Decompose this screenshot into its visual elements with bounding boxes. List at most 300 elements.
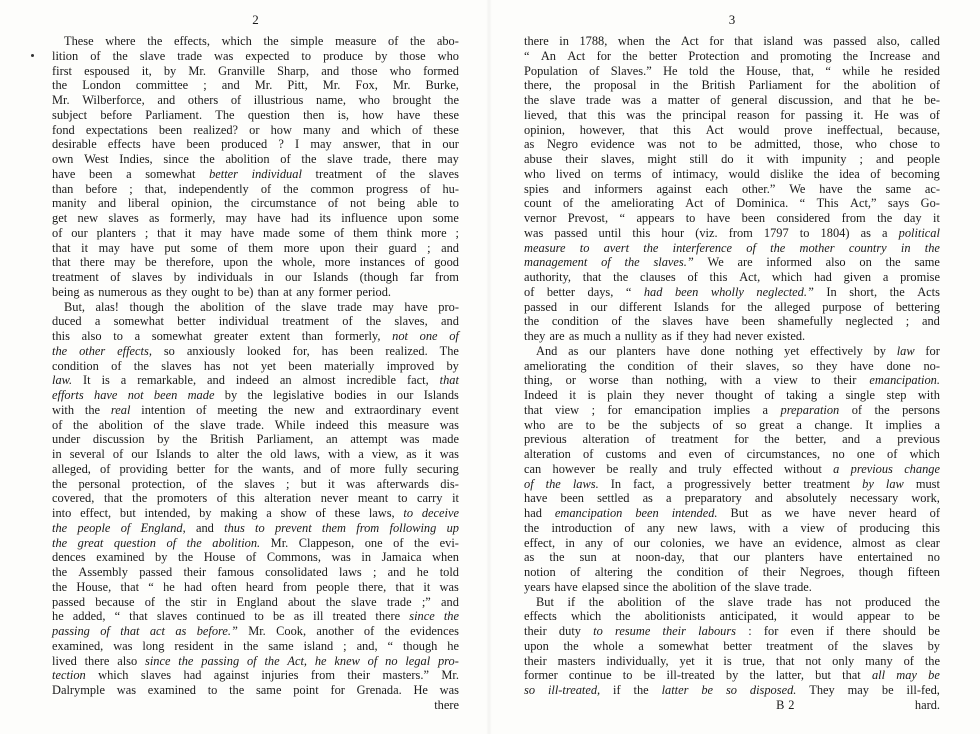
word: the (229, 683, 245, 697)
word: “ (387, 638, 393, 653)
word: have (94, 388, 118, 402)
word: of (737, 565, 749, 579)
word: though (858, 565, 894, 579)
word: ill (313, 609, 324, 624)
word: who (855, 137, 877, 152)
word: trade, (363, 152, 392, 166)
word: be (881, 683, 894, 697)
word: been (635, 506, 659, 520)
word: we (784, 506, 800, 520)
word: slaves (161, 358, 192, 373)
word: about (288, 594, 316, 609)
word: laws (339, 565, 362, 579)
word: ill-treated (666, 668, 715, 683)
word: slave (754, 579, 780, 594)
word: slaves (428, 166, 459, 181)
word: progress (365, 181, 408, 196)
word: and (843, 93, 862, 107)
word: ; (286, 476, 290, 491)
word: and (157, 93, 176, 107)
word: he (901, 93, 914, 107)
word: dences (52, 550, 86, 565)
word: general (731, 93, 768, 107)
word: for (780, 107, 795, 122)
word: somewhat (113, 314, 164, 329)
word: ; (343, 638, 347, 653)
word: realized? (193, 122, 239, 137)
word: the (237, 461, 253, 476)
word: one (419, 329, 438, 343)
word: that (103, 491, 123, 506)
word: of (624, 520, 635, 535)
word: plain (607, 388, 632, 402)
word: abolition (672, 579, 717, 594)
word: may (310, 137, 332, 152)
word: has (321, 343, 339, 358)
word: better (209, 166, 238, 181)
word: It (83, 373, 91, 388)
word: of (836, 520, 848, 535)
word: it (705, 653, 713, 668)
word: tection (52, 668, 86, 683)
word: that (52, 240, 71, 255)
word: He (874, 107, 889, 122)
word: until (598, 225, 622, 240)
word: the (588, 594, 604, 609)
word: the (182, 432, 198, 447)
word: existed. (766, 329, 806, 343)
word: Parliament, (256, 432, 314, 447)
right-page-line (524, 521, 940, 536)
right-page-line (524, 447, 940, 462)
word: Islands (313, 270, 349, 284)
word: taking (786, 388, 818, 402)
word: matter (667, 93, 700, 107)
word: Jamaica (381, 550, 422, 565)
word: to (255, 520, 265, 535)
word: condition (52, 358, 99, 373)
word: trade (177, 48, 202, 63)
word: the (624, 255, 640, 270)
word: alleged (774, 299, 811, 314)
word: truly (698, 461, 722, 476)
word: the (545, 476, 561, 491)
word: chose (889, 137, 918, 152)
word: Dalrymple (52, 683, 105, 697)
word: “ (524, 48, 530, 63)
right-page-line (524, 329, 940, 344)
word: he (447, 638, 459, 653)
word: their (347, 668, 371, 683)
word: for (720, 299, 736, 314)
word: can (524, 461, 542, 476)
word: before.” (196, 624, 238, 638)
word: 1797 (763, 225, 789, 240)
word: somewhat (658, 638, 709, 653)
word: following (389, 520, 437, 535)
word: better (648, 48, 678, 63)
word: fond (52, 122, 75, 137)
word: appears (636, 211, 675, 225)
word: subjects (659, 417, 700, 432)
word: promoters (156, 491, 208, 506)
word: great (759, 417, 784, 432)
word: period. (356, 284, 392, 299)
word: upon (223, 255, 249, 270)
word: of (712, 417, 723, 432)
word: implies (885, 417, 922, 432)
word: anticipated, (719, 609, 777, 624)
word: they (165, 284, 188, 299)
word: a (796, 417, 802, 432)
word: slave (200, 417, 226, 432)
word: the (699, 594, 715, 609)
word: put (164, 240, 181, 255)
word: extraordinary (354, 402, 422, 417)
word: it, (141, 63, 152, 78)
word: the (443, 93, 459, 107)
word: because (95, 594, 135, 609)
word: there, (524, 78, 552, 93)
word: manity (52, 196, 87, 211)
word: against (656, 181, 692, 196)
word: no (832, 447, 845, 461)
word: carry (417, 491, 443, 506)
word: may (98, 240, 120, 255)
word: there (80, 255, 105, 270)
word: But, (64, 299, 85, 314)
word: considered (776, 211, 831, 225)
left-page-line (52, 241, 459, 256)
word: and (387, 565, 406, 579)
word: how (270, 122, 292, 137)
word: evidences (410, 624, 459, 638)
word: must (915, 476, 940, 491)
word: ;” (421, 594, 431, 609)
word: the (672, 78, 689, 93)
word: ; (129, 181, 133, 196)
word: not (350, 196, 366, 211)
word: and (922, 48, 940, 63)
word: continued (196, 609, 246, 624)
word: fact, (407, 373, 429, 388)
word: of (111, 358, 122, 373)
word: some (190, 240, 217, 255)
word: Mr. (270, 535, 289, 550)
word: with (917, 388, 940, 402)
word: as (524, 550, 535, 565)
word: trade (586, 93, 611, 107)
left-page-line (52, 609, 459, 624)
word: slaves (244, 476, 275, 491)
word: by (163, 63, 177, 78)
word: alas! (95, 299, 119, 314)
word: evidence, (794, 535, 842, 550)
word: been (674, 284, 699, 299)
right-page-line (524, 285, 940, 300)
word: the (647, 565, 663, 579)
word: fact, (633, 476, 655, 491)
word: been (158, 122, 183, 137)
word: law (896, 343, 915, 358)
word: intention (141, 402, 186, 417)
word: was (439, 579, 459, 594)
word: more (421, 225, 447, 240)
left-page-line (52, 314, 459, 329)
word: “ (799, 196, 806, 211)
word: of (687, 358, 698, 373)
word: view (800, 520, 825, 535)
word: is, (337, 107, 350, 122)
word: Act (567, 48, 586, 63)
word: principal (682, 107, 727, 122)
word: slaves, (394, 314, 428, 329)
word: the (770, 240, 786, 255)
word: emancipation (554, 506, 623, 520)
word: the (263, 34, 279, 48)
word: Islands (423, 388, 459, 402)
word: as (568, 329, 580, 343)
word: and (303, 461, 322, 476)
word: of (929, 78, 940, 93)
word: duty (558, 624, 581, 638)
word: progressively (684, 476, 752, 491)
word: of (746, 240, 756, 255)
word: of (562, 196, 574, 211)
word: as (406, 447, 417, 461)
word: legal (405, 653, 431, 668)
word: somewhat (151, 329, 203, 343)
word: yet (679, 653, 695, 668)
word: have (666, 343, 690, 358)
right-page-line (524, 93, 940, 108)
word: Act (685, 196, 704, 211)
word: While (274, 417, 305, 432)
right-page-line (524, 595, 940, 610)
word: in (376, 388, 387, 402)
word: thing, (524, 373, 553, 388)
word: the (132, 491, 148, 506)
word: slave (351, 594, 377, 609)
word: previous (524, 432, 567, 447)
word: produced (865, 594, 912, 609)
word: altering (594, 565, 633, 579)
word: the (747, 299, 763, 314)
word: that (439, 373, 459, 388)
word: our (733, 550, 750, 565)
word: same (885, 181, 911, 196)
word: they (687, 329, 709, 343)
word: step (886, 388, 907, 402)
word: the (275, 299, 291, 314)
word: promoting (779, 48, 832, 63)
left-page-line (52, 108, 459, 123)
word: settled (597, 491, 630, 506)
word: so (725, 683, 737, 697)
word: was (524, 225, 544, 240)
word: resident (174, 638, 214, 653)
page-number-right: 3 (728, 12, 736, 27)
word: who (358, 93, 380, 107)
word: of (333, 225, 345, 240)
word: at (611, 550, 621, 565)
word: was (439, 683, 459, 697)
word: of (166, 535, 177, 550)
word: passed (52, 594, 86, 609)
word: still (689, 152, 709, 166)
left-page-line (52, 34, 459, 49)
word: of (720, 579, 731, 594)
word: and (325, 402, 344, 417)
right-page-line (524, 108, 940, 123)
word: was (647, 137, 667, 152)
word: it. (853, 107, 864, 122)
word: than (631, 373, 654, 388)
word: thus (224, 520, 245, 535)
word: intended. (671, 506, 718, 520)
word: their (710, 358, 734, 373)
word: of (414, 255, 425, 270)
word: abo- (436, 34, 459, 48)
word: one (364, 535, 383, 550)
word: Clappeson, (298, 535, 355, 550)
word: this (52, 329, 70, 343)
right-page-line (524, 34, 940, 49)
word: real (110, 402, 131, 417)
word: many (303, 122, 331, 137)
word: better (176, 461, 206, 476)
word: guard (388, 240, 417, 255)
word: : (748, 624, 752, 638)
word: attempt (350, 432, 388, 447)
word: it (423, 579, 431, 594)
word: materially (324, 358, 375, 373)
word: whole, (281, 255, 316, 270)
word: more (349, 461, 376, 476)
word: alteration (582, 432, 630, 447)
word: a (882, 270, 889, 284)
word: slaves.” (653, 255, 694, 270)
word: duced (52, 314, 82, 329)
word: the (52, 520, 68, 535)
word: therefore, (166, 255, 214, 270)
word: alleged, (52, 461, 91, 476)
word: even (790, 624, 814, 638)
word: have (524, 491, 548, 506)
word: “ (619, 211, 625, 225)
word: those (351, 63, 378, 78)
word: the (399, 166, 416, 181)
word: the (52, 78, 68, 93)
word: not (392, 329, 408, 343)
word: Prevost, (567, 211, 609, 225)
word: done (886, 358, 911, 373)
left-page-line (52, 93, 459, 108)
word: extent (259, 329, 291, 343)
word: examined, (52, 638, 104, 653)
word: formerly, (169, 211, 216, 225)
word: if (567, 594, 576, 609)
word: in (559, 34, 569, 48)
word: of (903, 653, 914, 668)
word: our (131, 447, 148, 461)
word: promise (900, 270, 940, 284)
word: stir (190, 594, 207, 609)
word: improved (386, 358, 435, 373)
word: by (446, 358, 459, 373)
right-page-line (524, 654, 940, 669)
word: hour (661, 225, 685, 240)
word: of (411, 122, 423, 137)
word: slave (727, 594, 754, 609)
word: other (79, 343, 106, 358)
word: produce (323, 48, 363, 63)
word: ; (203, 78, 207, 93)
word: notion (524, 565, 556, 579)
word: it (933, 211, 940, 225)
word: of (870, 166, 881, 181)
word: to (199, 447, 209, 461)
word: made (187, 388, 215, 402)
word: with (748, 520, 771, 535)
word: in (361, 550, 372, 565)
word: liberal (127, 196, 160, 211)
right-page-line (524, 373, 940, 388)
right-page-line (524, 182, 940, 197)
word: by (375, 48, 388, 63)
word: opinion, (171, 196, 213, 211)
word: and (658, 447, 677, 461)
word: Act (680, 34, 699, 48)
word: House (203, 550, 236, 565)
word: implies (713, 402, 751, 417)
word: so (792, 358, 804, 373)
word: the (199, 152, 215, 166)
word: circumstance (250, 196, 317, 211)
word: against (213, 668, 249, 683)
word: But (536, 594, 554, 609)
word: the (643, 240, 659, 255)
word: same (255, 683, 282, 697)
word: lived (555, 166, 581, 181)
right-page (524, 12, 940, 713)
word: these (433, 122, 459, 137)
word: have (151, 137, 176, 152)
word: the (264, 653, 280, 668)
word: idea (839, 166, 860, 181)
word: the (924, 240, 940, 255)
margin-mark (31, 54, 34, 57)
word: with (52, 402, 75, 417)
word: have (230, 225, 255, 240)
word: but (300, 476, 317, 491)
word: of (100, 461, 111, 476)
right-page-line (524, 64, 940, 79)
word: where (105, 34, 136, 48)
right-page-line (524, 609, 940, 624)
word: influence (341, 211, 388, 225)
right-page-line (524, 462, 940, 477)
word: some (298, 225, 325, 240)
word: individuals (197, 270, 253, 284)
word: to (223, 284, 234, 299)
left-page-line (52, 654, 459, 669)
word: authority, (524, 270, 572, 284)
word: and (842, 432, 861, 447)
word: he (881, 63, 893, 78)
word: lition (52, 48, 79, 63)
word: and (750, 48, 769, 63)
